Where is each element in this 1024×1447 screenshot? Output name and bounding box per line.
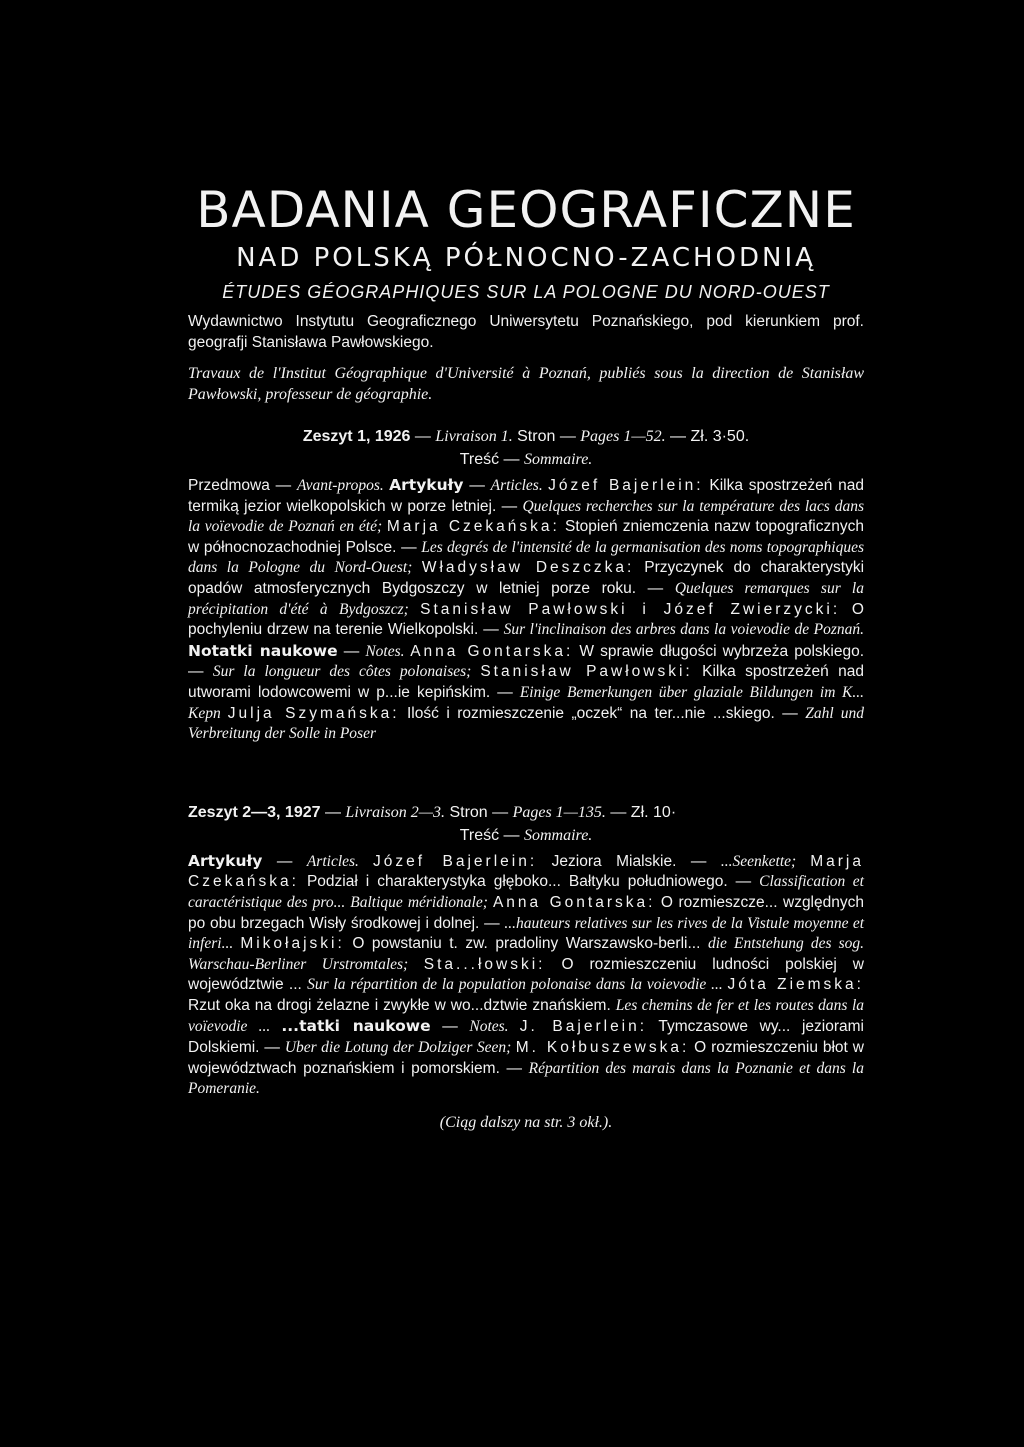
issue2-entry-28: O rozmieszczeniu błot w województwach poznańskiem i pomorskiem. — [188,1039,864,1077]
document-page [188,180,864,1132]
issue-1-contents-heading: Treść — Sommaire. [459,451,593,468]
issue2-entry-10: O rozmieszcze... względnych po obu brzegach Wisły środkowej i dolnej. — [188,893,864,932]
issue1-entry-22: Sur la longueur des côtes polonaises; [212,663,481,681]
issue2-entry-3: Józef Bajerlein: [373,852,538,870]
issue2-entry-16: O rozmieszczeniu ludności polskiej w województwie ... [188,955,865,994]
issue1-entry-13: Quelques remarques sur la précipitation d'été à Bydgoszcz; [188,579,864,618]
series-subtitle: NAD POLSKĄ PÓŁNOCNO-ZACHODNIĄ [236,243,816,273]
issue2-entry-4: Jeziora Mialskie. — [537,852,721,870]
issue1-entry-24: Kilka spostrzeżeń nad utworami lodowcowemi w p...ie kepińskim. — [188,663,864,701]
issue2-entry-8: Classification et caractéristique des pro... Baltique méridionale; [188,873,864,911]
issue2-entry-6: Marja Czekańska: [188,852,864,891]
issue2-entry-9: Anna Gontarska: [492,893,656,911]
issue1-entry-16: Sur l'inclinaison des arbres dans la voievodie de Poznań. [503,621,864,639]
issue1-entry-28: Zahl und Verbreitung der Solle in Poser [188,704,864,743]
issue1-entry-25: Einige Bemerkungen über glaziale Bildungen im K... Kepn [188,683,864,722]
issue2-entry-24: J. Bajerlein: [519,1018,648,1036]
issue-2-contents-heading: Treść — Sommaire. [459,826,593,844]
issue1-entry-7: Quelques recherches sur la température des lacs dans la voïevodie de Poznań en été; [188,497,864,536]
issue2-entry-20: Les chemins de fer et les routes dans la voïevodie ... [188,996,864,1036]
issue2-entry-7: Podział i charakterystyka głęboko... Bałtyku południowego. — [298,873,760,891]
issue-2-contents [188,851,864,1100]
issue2-entry-25: Tymczasowe wy... jeziorami Dolskiemi. — [188,1018,864,1057]
series-title: BADANIA GEOGRAFICZNE [196,181,856,239]
issue2-entry-18: Jóta Ziemska: [727,976,864,994]
issue2-entry-29: Répartition des marais dans la Poznanie et dans la Pomeranie. [188,1059,864,1098]
issue-1 [188,425,864,745]
issue1-entry-1: Avant-propos. [296,477,390,494]
issue2-entry-21: ...tatki naukowe [281,1017,431,1036]
issue1-entry-0: Przedmowa — [188,477,297,494]
issue2-entry-11: ...hauteurs relatives sur les rives de la Vistule moyenne et inferi... [188,914,864,953]
issue1-entry-8: Marja Czekańska: [386,518,560,536]
issue2-entry-2: Articles. [306,852,373,870]
issue2-entry-23: Notes. [469,1018,520,1036]
issue2-entry-0: Artykuły [188,851,263,870]
issue1-entry-6: Kilka spostrzeżeń nad termiką jezior wielkopolskich w porze letniej. — [188,477,864,515]
issue1-entry-2: Artykuły [389,476,464,494]
issue1-entry-19: Notes. [365,642,411,660]
issue2-entry-14: die Entstehung des sog. Warschau-Berliner Urstromtales; [188,935,864,973]
issue2-entry-1: — [262,852,307,870]
issue1-entry-18: — [337,642,366,660]
issue2-entry-5: ...Seenkette; [720,852,811,870]
issue1-entry-15: O pochyleniu drzew na terenie Wielkopolski. — [188,600,864,639]
issue-2 [188,801,864,1100]
issue2-entry-27: M. Kołbuszewska: [515,1039,690,1057]
issue2-entry-17: Sur la répartition de la population polonaise dans la voievodie ... [307,976,728,994]
issue-1-contents [188,475,864,745]
issue1-entry-27: Ilość i rozmieszczenie „oczek“ na ter...nie ...skiego. — [399,704,806,722]
french-title: ÉTUDES GÉOGRAPHIQUES SUR LA POLOGNE DU NORD-OUEST [222,282,830,302]
issue1-entry-5: Józef Bajerlein: [548,477,704,494]
issue1-entry-11: Władysław Deszczka: [421,559,635,577]
issue1-entry-20: Anna Gontarska: [410,642,574,660]
issue2-entry-13: O powstaniu t. zw. pradoliny Warszawsko-berli... [344,935,708,953]
issue1-entry-3: — [463,477,491,494]
publisher-polish: Wydawnictwo Instytutu Geograficznego Uniwersytetu Poznańskiego, pod kierunkiem prof. geografji Stanisława Pawłowskiego. [188,313,864,351]
issue2-entry-15: Sta...łowski: [423,955,546,973]
issue1-entry-9: Stopień zniemczenia nazw topograficznych w północnozachodniej Polsce. — [188,518,864,556]
issue1-entry-4: Articles. [490,477,549,494]
issue1-entry-17: Notatki naukowe [188,641,338,660]
issue1-entry-23: Stanisław Pawłowski: [480,663,693,681]
issue-1-heading: Zeszyt 1, 1926 — Livraison 1. Stron — Pages 1—52. — Zł. 3·50. [302,428,750,445]
publisher-french: Travaux de l'Institut Géographique d'Université à Poznań, publiés sous la direction de Stanisław Pawłowski, professeur de géographie. [188,365,864,403]
issue-2-heading: Zeszyt 2—3, 1927 — Livraison 2—3. Stron — Pages 1—135. — Zł. 10· [188,803,677,821]
issue2-entry-12: Mikołajski: [240,935,345,953]
issue1-entry-10: Les degrés de l'intensité de la germanisation des noms topographiques dans la Pologne du Nord-Ouest; [188,538,864,577]
issue2-entry-22: — [430,1018,470,1036]
issue2-entry-26: Uber die Lotung der Dolziger Seen; [284,1039,516,1057]
issue2-entry-19: Rzut oka na drogi żelazne i zwykłe w wo...dztwie znańskiem. [188,996,616,1014]
issue1-entry-21: W sprawie długości wybrzeża polskiego. — [188,642,865,681]
issue1-entry-12: Przyczynek do charakterystyki opadów atmosferycznych Bydgoszczy w letniej porze roku. — [188,559,865,597]
issue1-entry-26: Julja Szymańska: [227,704,400,722]
continuation-note: (Ciąg dalszy na str. 3 okł.). [439,1113,613,1131]
issue1-entry-14: Stanisław Pawłowski i Józef Zwierzycki: [420,600,841,618]
